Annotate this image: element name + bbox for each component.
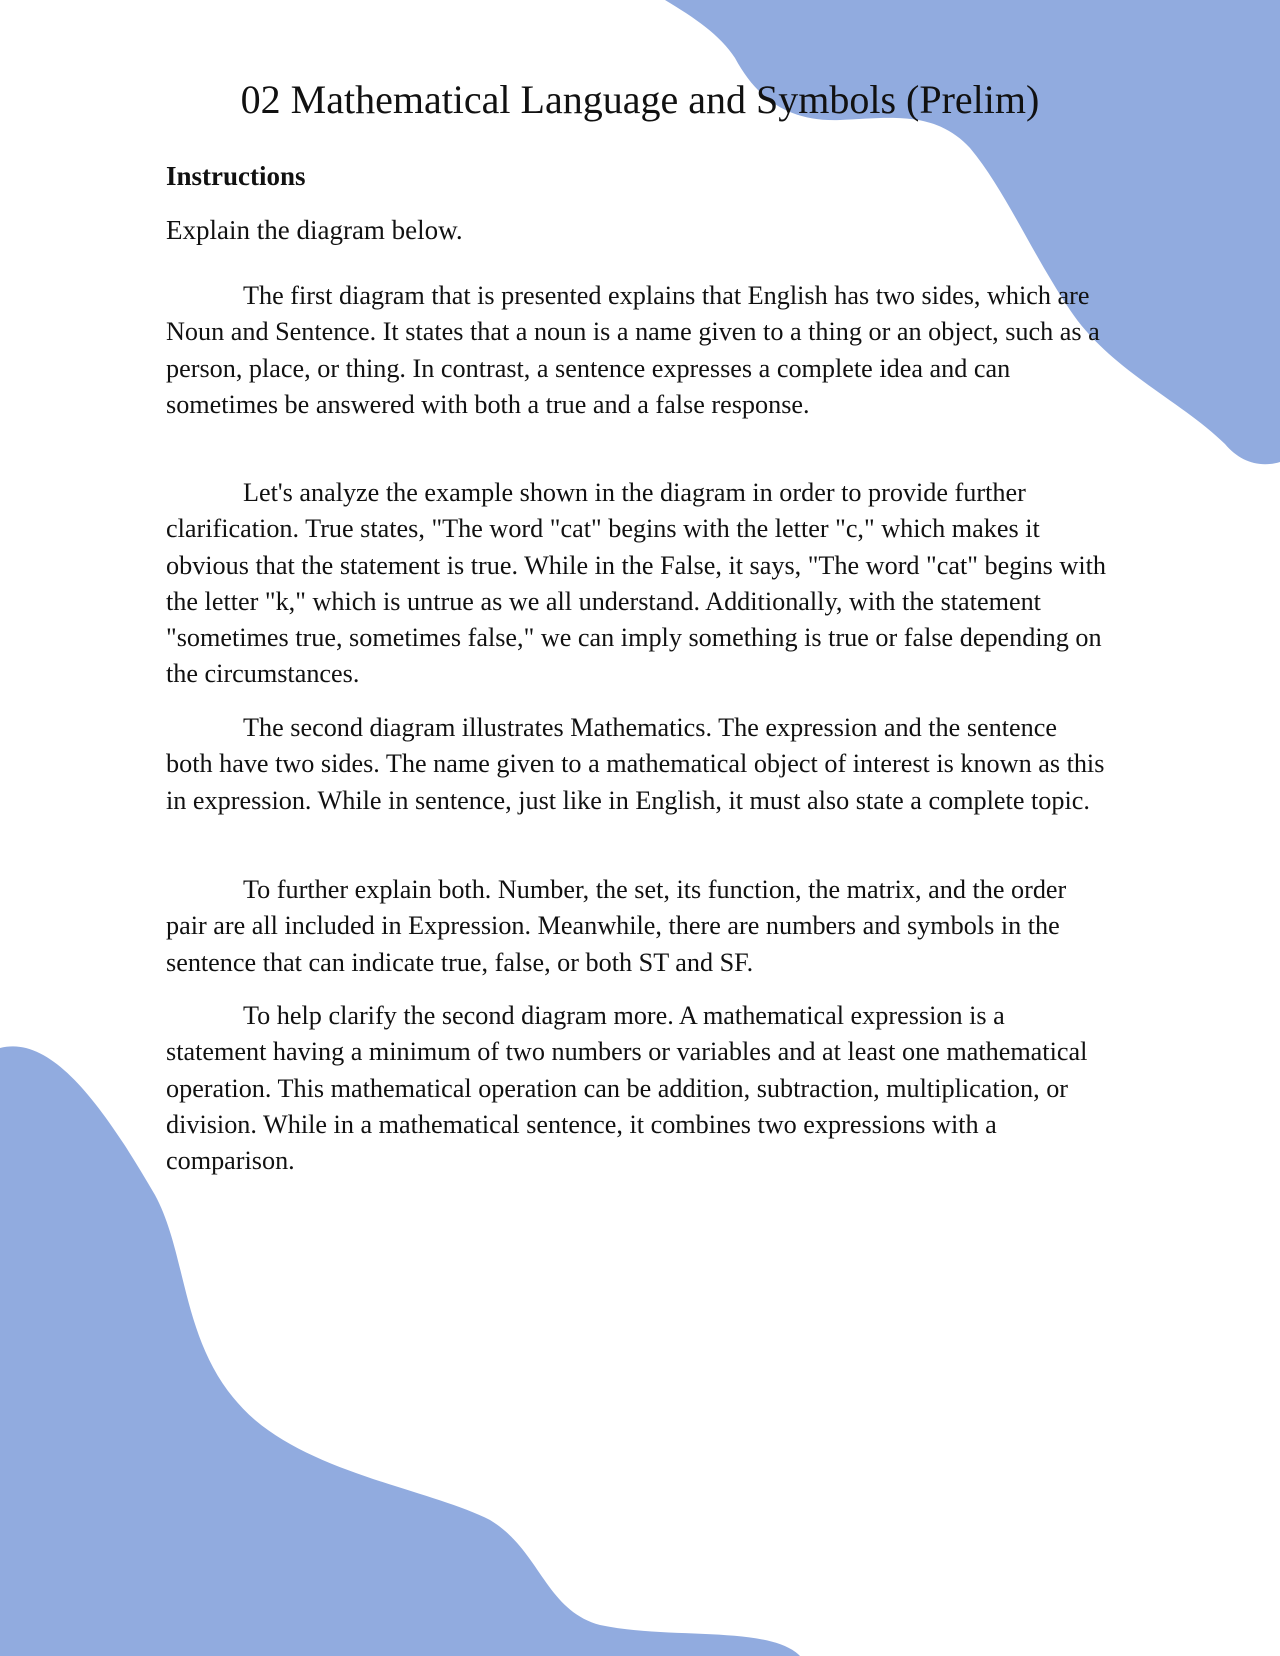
document-title: 02 Mathematical Language and Symbols (Prelim) [240, 77, 1040, 122]
paragraph-1: The first diagram that is presented explains that English has two sides, which are Noun and Sentence. It states that a noun is a name given to a thing or an object, such as a person, place, or thing. In contrast, a sentence expresses a complete idea and can sometimes be answered with both a true and a false response. [166, 281, 1100, 419]
paragraph-5: To help clarify the second diagram more. A mathematical expression is a statement having a minimum of two numbers or variables and at least one mathematical operation. This mathematical operation can be addition, subtraction, multiplication, or division. While in a mathematical sentence, it combines two expressions with a comparison. [166, 1001, 1088, 1176]
paragraph-4: To further explain both. Number, the set, its function, the matrix, and the order pair are all included in Expression. Meanwhile, there are numbers and symbols in the sentence that can indicate true, false, or both ST and SF. [166, 875, 1067, 977]
paragraph-3: The second diagram illustrates Mathematics. The expression and the sentence both have two sides. The name given to a mathematical object of interest is known as this in expression. While in sentence, just like in English, it must also state a complete topic. [166, 713, 1105, 815]
paragraph-2: Let's analyze the example shown in the diagram in order to provide further clarification. True states, "The word "cat" begins with the letter "c," which makes it obvious that the statement is true. While in the False, it says, "The word "cat" begins with the letter "k," which is untrue as we all understand. Additionally, with the statement "sometimes true, sometimes false," we can imply something is true or false depending on the circumstances. [166, 478, 1106, 689]
instructions-heading: Instructions [166, 161, 306, 191]
instructions-text: Explain the diagram below. [166, 215, 463, 245]
